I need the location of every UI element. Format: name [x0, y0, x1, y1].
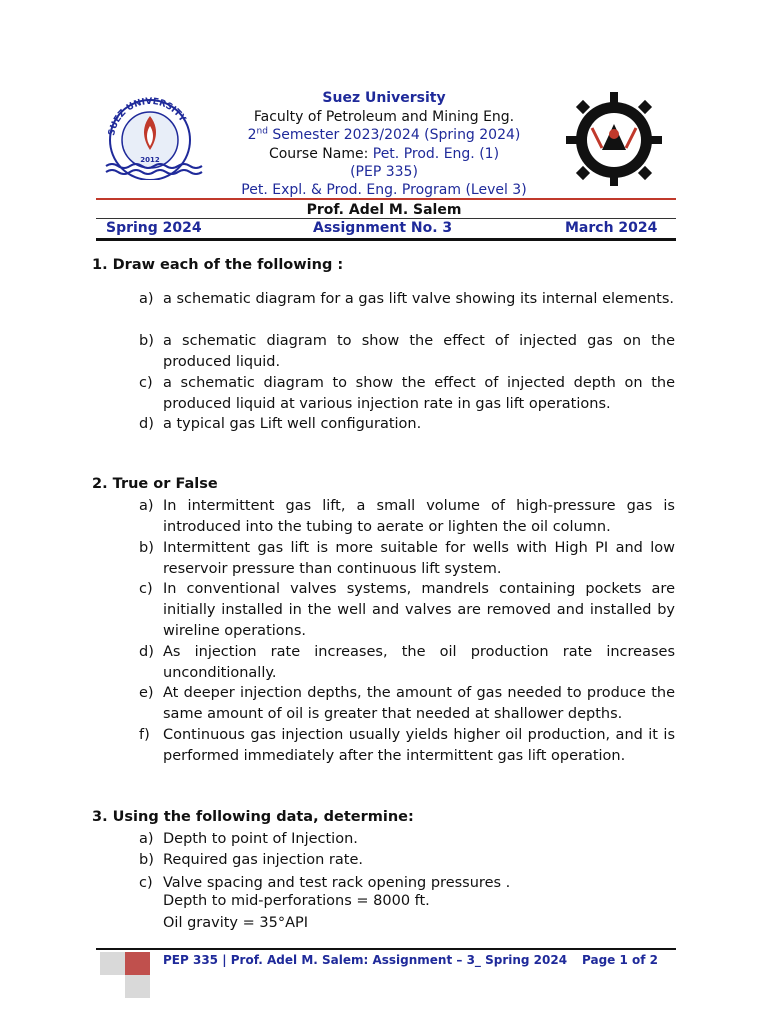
q1-item-a: a) a schematic diagram for a gas lift valve showing its internal elements. [139, 291, 675, 307]
course-name-line: Course Name: Pet. Prod. Eng. (1) [268, 146, 500, 162]
question-3-title: 3. Using the following data, determine: [92, 809, 414, 825]
footer-course-info: PEP 335 | Prof. Adel M. Salem: Assignment – 3_ Spring 2024 [163, 953, 568, 967]
q3-item-c: c) Valve spacing and test rack opening pressures . [139, 875, 511, 891]
semester-line: 2nd Semester 2023/2024 (Spring 2024) [247, 126, 521, 143]
q3-item-a: a) Depth to point of Injection. [139, 831, 358, 847]
assignment-label: Assignment No. 3 [313, 220, 453, 236]
q3-item-b: b) Required gas injection rate. [139, 852, 363, 868]
professor-name: Prof. Adel M. Salem [306, 202, 462, 218]
q3-data-depth: Depth to mid-perforations = 8000 ft. [163, 893, 430, 909]
q2-item-f: f) Continuous gas injection usually yields higher oil production, and it is performed immediately after the intermittent gas lift operation. [139, 727, 675, 764]
q2-item-e: e) At deeper injection depths, the amount of gas needed to produce the same amount of oil is greater that needed at shallower depths. [139, 685, 675, 722]
question-2-title: 2. True or False [92, 476, 218, 492]
q2-item-c: c) In conventional valves systems, mandrels containing pockets are initially installed in the well and valves are removed and installed by wireline operations. [139, 581, 675, 639]
svg-text:SUEZ UNIVERSITY: SUEZ UNIVERSITY [107, 96, 188, 137]
program-name: Pet. Expl. & Prod. Eng. Program (Level 3) [241, 182, 527, 198]
q1-item-d: d) a typical gas Lift well configuration. [139, 416, 422, 432]
question-1-title: 1. Draw each of the following : [92, 257, 344, 273]
header-divider [96, 218, 676, 219]
faculty-name: Faculty of Petroleum and Mining Eng. [253, 109, 515, 125]
q2-item-b: b) Intermittent gas lift is more suitable for wells with High PI and low reservoir pressure than continuous lift system. [139, 540, 675, 577]
footer-red-block [125, 952, 150, 975]
footer-rule [96, 948, 676, 950]
q1-item-c: c) a schematic diagram to show the effect of injected depth on the produced liquid at various injection rate in gas lift operations. [139, 375, 675, 412]
course-code: (PEP 335) [350, 164, 418, 180]
q1-item-b: b) a schematic diagram to show the effect of injected gas on the produced liquid. [139, 333, 675, 370]
footer-gray-block-bottom [125, 975, 150, 998]
footer-gray-block-top [100, 952, 125, 975]
date-label: March 2024 [565, 220, 658, 236]
header-red-rule [96, 198, 676, 200]
term-label: Spring 2024 [106, 220, 202, 236]
q2-item-d: d) As injection rate increases, the oil production rate increases unconditionally. [139, 644, 675, 681]
logo-year: 2012 [140, 156, 160, 164]
q2-item-a: a) In intermittent gas lift, a small volume of high-pressure gas is introduced into the tubing to aerate or lighten the oil column. [139, 498, 675, 535]
footer-page-number: Page 1 of 2 [582, 953, 658, 967]
header-bottom-rule [96, 238, 676, 241]
university-name: Suez University [322, 90, 446, 106]
q3-data-oil-gravity: Oil gravity = 35°API [163, 915, 309, 931]
